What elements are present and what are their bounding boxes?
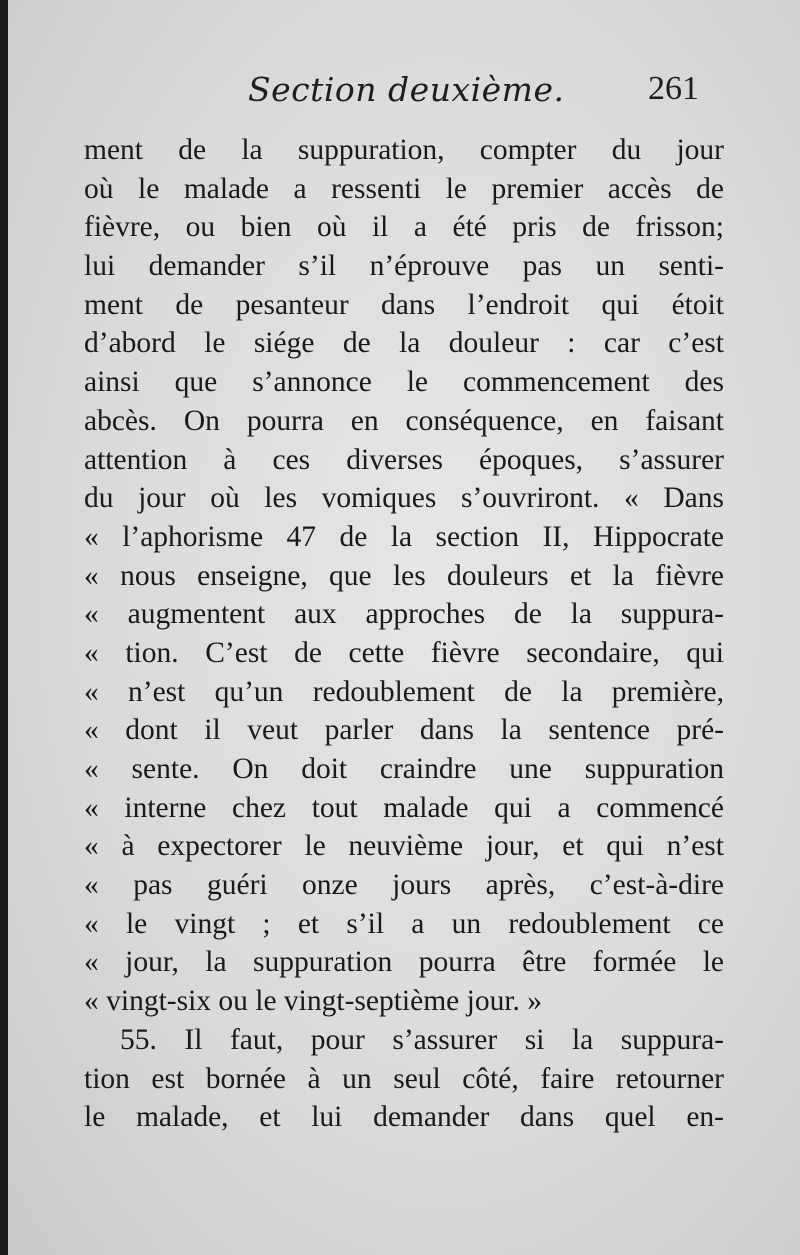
quote-line: « interne chez tout malade qui a commencé bbox=[84, 791, 724, 824]
quote-line: « dont il veut parler dans la sentence pré- bbox=[84, 714, 724, 747]
quote-line: « l’aphorisme 47 de la section II, Hippocrate bbox=[84, 520, 724, 553]
text-line: ainsi que s’annonce le commencement des bbox=[84, 366, 724, 399]
quote-line: « sente. On doit craindre une suppuration bbox=[84, 753, 724, 785]
text-line: fièvre, ou bien où il a été pris de frisson; bbox=[84, 211, 724, 244]
quote-line: « vingt-six ou le vingt-septième jour. » bbox=[84, 985, 543, 1018]
quote-line: « augmentent aux approches de la suppura- bbox=[84, 598, 724, 631]
text-line: abcès. On pourra en conséquence, en faisant bbox=[84, 404, 724, 437]
body-text bbox=[84, 131, 724, 1137]
quote-line: « jour, la suppuration pourra être formée le bbox=[84, 946, 724, 979]
quote-line: « n’est qu’un redoublement de la première, bbox=[84, 675, 724, 708]
paragraph-start-line: 55. Il faut, pour s’assurer si la suppura- bbox=[120, 1023, 724, 1056]
text-line: lui demander s’il n’éprouve pas un senti- bbox=[84, 250, 724, 283]
text-line: attention à ces diverses époques, s’assurer bbox=[84, 443, 724, 476]
book-page bbox=[8, 0, 800, 1255]
running-title: Section deuxième. bbox=[248, 70, 565, 109]
text-line: le malade, et lui demander dans quel en- bbox=[84, 1101, 724, 1134]
text-line: du jour où les vomiques s’ouvriront. « Dans bbox=[84, 482, 724, 515]
quote-line: « nous enseigne, que les douleurs et la fièvre bbox=[84, 559, 724, 592]
text-line: ment de pesanteur dans l’endroit qui étoit bbox=[84, 288, 724, 321]
text-line: d’abord le siége de la douleur : car c’est bbox=[84, 327, 724, 360]
page-number: 261 bbox=[648, 70, 699, 107]
quote-line: « pas guéri onze jours après, c’est-à-dire bbox=[84, 869, 724, 902]
text-line: où le malade a ressenti le premier accès de bbox=[84, 172, 724, 205]
page-header bbox=[8, 66, 800, 116]
quote-line: « le vingt ; et s’il a un redoublement ce bbox=[84, 907, 724, 940]
text-line: tion est bornée à un seul côté, faire retourner bbox=[84, 1062, 724, 1095]
quote-line: « à expectorer le neuvième jour, et qui n’est bbox=[84, 830, 724, 863]
quote-line: « tion. C’est de cette fièvre secondaire, qui bbox=[84, 636, 724, 669]
text-line: ment de la suppuration, compter du jour bbox=[84, 134, 724, 166]
